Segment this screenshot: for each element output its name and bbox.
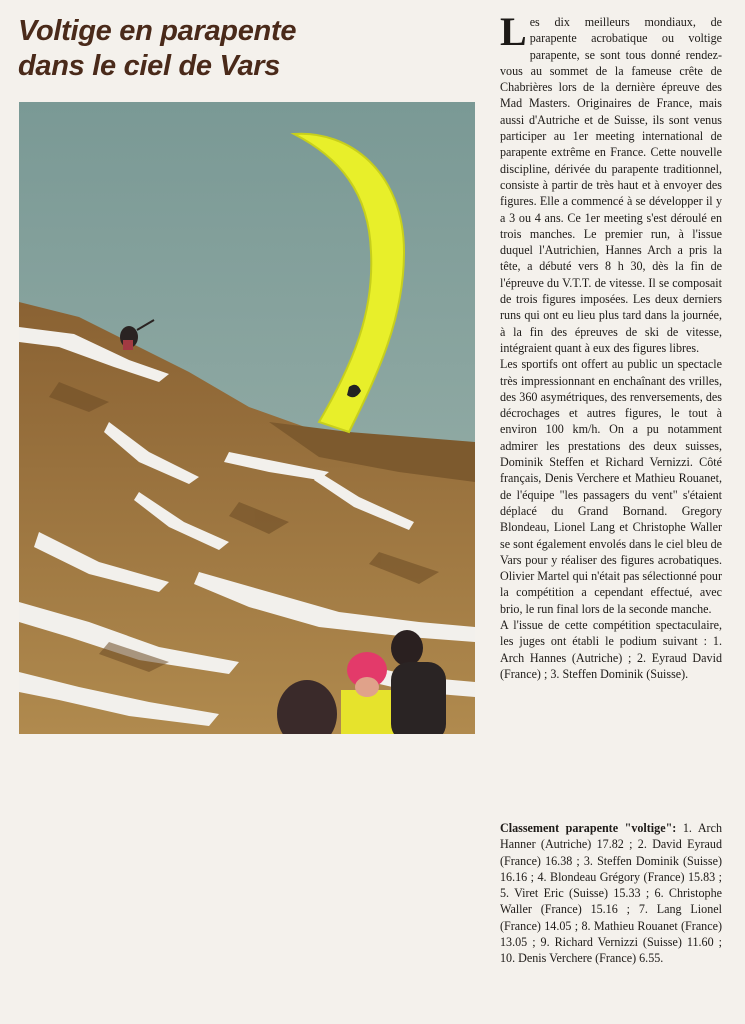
photo-illustration [19, 102, 475, 734]
article-paragraph-1-text: es dix meilleurs mondiaux, de parapente acrobatique ou voltige parapente, se sont tous donné rendez-vous au sommet de la fameuse crête de Chabrières lors de la dernière épreuve des Mad Masters. Originaires de France, mais aussi d'Autriche et de Suisse, ils sont venus participer au 1er meeting international de parapente extrême en France. Cette nouvelle discipline, dérivée du parapente traditionnel, consiste à partir de très haut et à envoyer des figures. Elle a commencé à se développer il y a 3 ou 4 ans. Ce 1er meeting s'est déroulé en trois manches. Le premier run, à l'issue duquel l'Autrichien, Hannes Arch a pris la tête, a débuté vers 8 h 30, dès la fin de l'épreuve du V.T.T. de vitesse. Il se composait de trois figures imposées. Les deux derniers runs qui ont eu lieu plus tard dans la journée, à la fin des épreuves de ski de vitesse, intégraient quant à eux des figures libres. [500, 15, 722, 355]
dropcap: L [500, 9, 527, 54]
headline-line-1: Voltige en parapente [18, 15, 297, 47]
article-body [500, 9, 722, 682]
headline-line-2: dans le ciel de Vars [18, 50, 281, 82]
article-paragraph-3: A l'issue de cette compétition spectaculaire, les juges ont établi le podium suivant : 1. Arch Hannes (Autriche) ; 2. Eyraud David (France) ; 3. Steffen Dominik (Suisse). [500, 617, 722, 681]
article-paragraph-1 [500, 9, 722, 356]
ranking-box [500, 820, 722, 967]
ranking-list: 1. Arch Hanner (Autriche) 17.82 ; 2. David Eyraud (France) 16.38 ; 3. Steffen Dominik (Suisse) 16.16 ; 4. Blondeau Grégory (France) 15.83 ; 5. Viret Eric (Suisse) 15.33 ; 6. Christophe Waller (France) 15.16 ; 7. Lang Lionel (France) 14.05 ; 8. Mathieu Rouanet (France) 13.05 ; 9. Richard Vernizzi (Suisse) 11.60 ; 10. Denis Verchere (France) 6.55. [500, 821, 722, 966]
article-paragraph-2: Les sportifs ont offert au public un spectacle très impressionnant en enchaînant des vrilles, des 360 asymétriques, des renversements, des décrochages et autres figures, le tout à environ 100 km/h. On a pu notamment admirer les prestations des deux suisses, Dominik Steffen et Richard Vernizzi. Côté français, Denis Verchere et Mathieu Rouanet, de l'équipe "les passagers du vent" s'étaient déplacé du Grand Bornand. Gregory Blondeau, Lionel Lang et Christophe Waller se sont également envolés dans le ciel bleu de Vars pour y réaliser des figures acrobatiques. Olivier Martel qui n'était pas sélectionné pour la compétition a cependant effectué, avec brio, le run final lors de la seconde manche. [500, 357, 722, 616]
ranking-title: Classement parapente "voltige": [500, 821, 677, 835]
headline [18, 14, 488, 84]
paraglider-photo [19, 102, 475, 734]
